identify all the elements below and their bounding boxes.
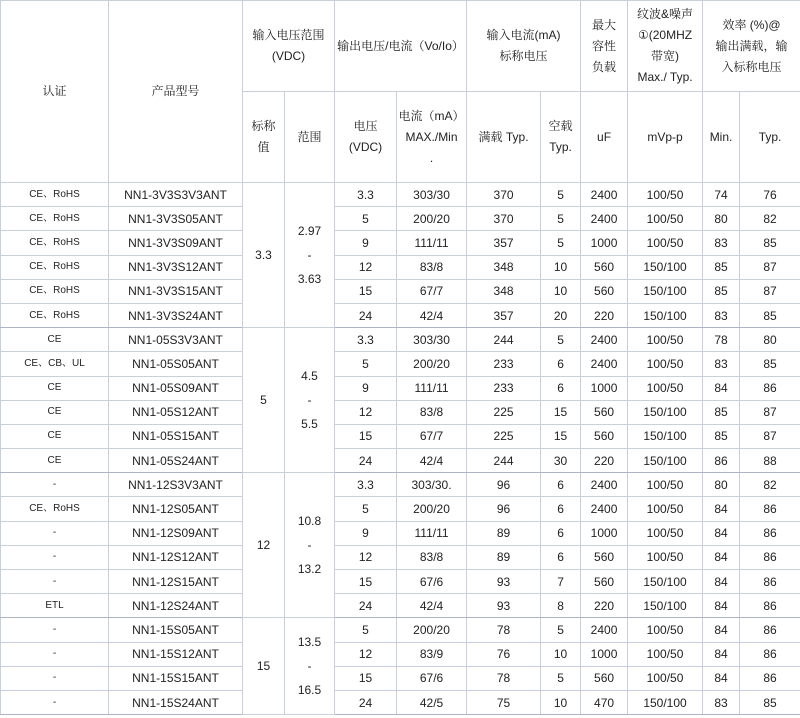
efficiency-min-cell: 84 xyxy=(703,642,740,666)
no-load-current-cell: 5 xyxy=(541,207,581,231)
output-current-cell: 111/11 xyxy=(397,521,467,545)
output-voltage-cell: 3.3 xyxy=(335,328,397,352)
output-voltage-cell: 3.3 xyxy=(335,473,397,497)
no-load-current-cell: 8 xyxy=(541,594,581,618)
efficiency-typ-cell: 86 xyxy=(740,642,800,666)
efficiency-typ-cell: 86 xyxy=(740,521,800,545)
efficiency-min-cell: 84 xyxy=(703,497,740,521)
full-load-current-cell: 78 xyxy=(467,618,541,642)
model-cell: NN1-15S15ANT xyxy=(109,666,243,690)
efficiency-typ-cell: 85 xyxy=(740,231,800,255)
header-input-current: 输入电流(mA) 标称电压 xyxy=(467,1,581,92)
output-voltage-cell: 24 xyxy=(335,594,397,618)
efficiency-typ-cell: 86 xyxy=(740,497,800,521)
max-cap-load-cell: 560 xyxy=(581,255,628,279)
efficiency-min-cell: 80 xyxy=(703,473,740,497)
full-load-current-cell: 89 xyxy=(467,521,541,545)
table-row xyxy=(1,303,800,327)
table-row xyxy=(1,255,800,279)
model-cell: NN1-3V3S05ANT xyxy=(109,207,243,231)
no-load-current-cell: 15 xyxy=(541,424,581,448)
table-row xyxy=(1,570,800,594)
efficiency-min-cell: 84 xyxy=(703,376,740,400)
table-row xyxy=(1,618,800,642)
output-current-cell: 83/8 xyxy=(397,400,467,424)
efficiency-typ-cell: 85 xyxy=(740,303,800,327)
cert-cell: CE、RoHS xyxy=(1,303,109,327)
cert-cell: - xyxy=(1,521,109,545)
header-range: 范围 xyxy=(285,92,335,183)
no-load-current-cell: 10 xyxy=(541,279,581,303)
max-cap-load-cell: 1000 xyxy=(581,642,628,666)
efficiency-min-cell: 83 xyxy=(703,352,740,376)
max-cap-load-cell: 2400 xyxy=(581,618,628,642)
efficiency-min-cell: 78 xyxy=(703,328,740,352)
efficiency-typ-cell: 82 xyxy=(740,473,800,497)
output-voltage-cell: 5 xyxy=(335,352,397,376)
output-current-cell: 200/20 xyxy=(397,618,467,642)
efficiency-min-cell: 86 xyxy=(703,449,740,473)
output-current-cell: 42/5 xyxy=(397,690,467,714)
efficiency-typ-cell: 85 xyxy=(740,352,800,376)
cert-cell: CE、RoHS xyxy=(1,255,109,279)
efficiency-typ-cell: 76 xyxy=(740,183,800,207)
output-voltage-cell: 5 xyxy=(335,497,397,521)
cert-cell: - xyxy=(1,473,109,497)
full-load-current-cell: 233 xyxy=(467,376,541,400)
ripple-noise-cell: 150/100 xyxy=(628,303,703,327)
no-load-current-cell: 6 xyxy=(541,497,581,521)
ripple-noise-cell: 100/50 xyxy=(628,207,703,231)
no-load-current-cell: 6 xyxy=(541,473,581,497)
efficiency-typ-cell: 82 xyxy=(740,207,800,231)
ripple-noise-cell: 150/100 xyxy=(628,400,703,424)
header-current: 电流（mA） MAX./Min . xyxy=(397,92,467,183)
table-row xyxy=(1,328,800,352)
max-cap-load-cell: 560 xyxy=(581,279,628,303)
efficiency-typ-cell: 87 xyxy=(740,255,800,279)
efficiency-min-cell: 85 xyxy=(703,255,740,279)
model-cell: NN1-05S24ANT xyxy=(109,449,243,473)
output-voltage-cell: 9 xyxy=(335,521,397,545)
cert-cell: - xyxy=(1,618,109,642)
output-voltage-cell: 12 xyxy=(335,642,397,666)
ripple-noise-cell: 100/50 xyxy=(628,642,703,666)
table-row xyxy=(1,279,800,303)
no-load-current-cell: 10 xyxy=(541,642,581,666)
ripple-noise-cell: 100/50 xyxy=(628,666,703,690)
efficiency-min-cell: 83 xyxy=(703,231,740,255)
full-load-current-cell: 93 xyxy=(467,570,541,594)
cert-cell: CE xyxy=(1,376,109,400)
no-load-current-cell: 30 xyxy=(541,449,581,473)
model-cell: NN1-05S05ANT xyxy=(109,352,243,376)
ripple-noise-cell: 150/100 xyxy=(628,690,703,714)
cert-cell: CE、RoHS xyxy=(1,183,109,207)
output-voltage-cell: 5 xyxy=(335,207,397,231)
header-voltage: 电压 (VDC) xyxy=(335,92,397,183)
output-current-cell: 67/7 xyxy=(397,279,467,303)
model-cell: NN1-12S09ANT xyxy=(109,521,243,545)
cert-cell: - xyxy=(1,666,109,690)
output-current-cell: 200/20 xyxy=(397,207,467,231)
nominal-voltage-cell: 3.3 xyxy=(243,183,285,328)
cert-cell: CE、RoHS xyxy=(1,497,109,521)
efficiency-typ-cell: 86 xyxy=(740,594,800,618)
output-voltage-cell: 24 xyxy=(335,690,397,714)
max-cap-load-cell: 560 xyxy=(581,424,628,448)
max-cap-load-cell: 560 xyxy=(581,400,628,424)
header-max-cap-load: 最大 容性 负载 xyxy=(581,1,628,92)
nominal-voltage-cell: 12 xyxy=(243,473,285,618)
header-cert: 认证 xyxy=(1,1,109,183)
max-cap-load-cell: 1000 xyxy=(581,231,628,255)
table-row xyxy=(1,521,800,545)
ripple-noise-cell: 100/50 xyxy=(628,231,703,255)
efficiency-min-cell: 84 xyxy=(703,545,740,569)
ripple-noise-cell: 100/50 xyxy=(628,545,703,569)
max-cap-load-cell: 560 xyxy=(581,545,628,569)
output-current-cell: 42/4 xyxy=(397,449,467,473)
max-cap-load-cell: 1000 xyxy=(581,521,628,545)
max-cap-load-cell: 2400 xyxy=(581,183,628,207)
nominal-voltage-cell: 15 xyxy=(243,618,285,715)
efficiency-min-cell: 84 xyxy=(703,618,740,642)
no-load-current-cell: 6 xyxy=(541,521,581,545)
voltage-range-cell: 10.8 - 13.2 xyxy=(285,473,335,618)
no-load-current-cell: 10 xyxy=(541,690,581,714)
ripple-noise-cell: 150/100 xyxy=(628,449,703,473)
efficiency-typ-cell: 88 xyxy=(740,449,800,473)
max-cap-load-cell: 1000 xyxy=(581,376,628,400)
model-cell: NN1-05S12ANT xyxy=(109,400,243,424)
output-current-cell: 83/8 xyxy=(397,545,467,569)
table-row xyxy=(1,642,800,666)
model-cell: NN1-15S24ANT xyxy=(109,690,243,714)
nominal-voltage-cell: 5 xyxy=(243,328,285,473)
ripple-noise-cell: 150/100 xyxy=(628,594,703,618)
efficiency-typ-cell: 87 xyxy=(740,424,800,448)
full-load-current-cell: 78 xyxy=(467,666,541,690)
efficiency-typ-cell: 86 xyxy=(740,376,800,400)
no-load-current-cell: 6 xyxy=(541,545,581,569)
ripple-noise-cell: 150/100 xyxy=(628,424,703,448)
full-load-current-cell: 348 xyxy=(467,255,541,279)
efficiency-min-cell: 84 xyxy=(703,666,740,690)
no-load-current-cell: 5 xyxy=(541,618,581,642)
full-load-current-cell: 244 xyxy=(467,328,541,352)
output-voltage-cell: 5 xyxy=(335,618,397,642)
ripple-noise-cell: 100/50 xyxy=(628,328,703,352)
voltage-range-cell: 4.5 - 5.5 xyxy=(285,328,335,473)
ripple-noise-cell: 150/100 xyxy=(628,255,703,279)
output-current-cell: 303/30. xyxy=(397,473,467,497)
header-eff-min: Min. xyxy=(703,92,740,183)
output-voltage-cell: 15 xyxy=(335,570,397,594)
model-cell: NN1-15S12ANT xyxy=(109,642,243,666)
table-row xyxy=(1,449,800,473)
cert-cell: - xyxy=(1,690,109,714)
max-cap-load-cell: 2400 xyxy=(581,497,628,521)
full-load-current-cell: 348 xyxy=(467,279,541,303)
full-load-current-cell: 370 xyxy=(467,207,541,231)
full-load-current-cell: 75 xyxy=(467,690,541,714)
no-load-current-cell: 5 xyxy=(541,183,581,207)
efficiency-min-cell: 84 xyxy=(703,570,740,594)
full-load-current-cell: 96 xyxy=(467,497,541,521)
table-row xyxy=(1,183,800,207)
efficiency-min-cell: 84 xyxy=(703,594,740,618)
no-load-current-cell: 7 xyxy=(541,570,581,594)
ripple-noise-cell: 100/50 xyxy=(628,521,703,545)
max-cap-load-cell: 220 xyxy=(581,303,628,327)
model-cell: NN1-3V3S12ANT xyxy=(109,255,243,279)
ripple-noise-cell: 100/50 xyxy=(628,376,703,400)
header-input-voltage-range: 输入电压范围 (VDC) xyxy=(243,1,335,92)
efficiency-min-cell: 85 xyxy=(703,400,740,424)
efficiency-min-cell: 85 xyxy=(703,424,740,448)
cert-cell: - xyxy=(1,570,109,594)
no-load-current-cell: 5 xyxy=(541,666,581,690)
cert-cell: ETL xyxy=(1,594,109,618)
output-voltage-cell: 15 xyxy=(335,666,397,690)
full-load-current-cell: 96 xyxy=(467,473,541,497)
efficiency-min-cell: 80 xyxy=(703,207,740,231)
efficiency-min-cell: 83 xyxy=(703,303,740,327)
output-current-cell: 42/4 xyxy=(397,594,467,618)
header-ripple-noise: 纹波&噪声 ①(20MHZ 带宽) Max./ Typ. xyxy=(628,1,703,92)
model-cell: NN1-3V3S3V3ANT xyxy=(109,183,243,207)
full-load-current-cell: 357 xyxy=(467,303,541,327)
header-mvpp: mVp-p xyxy=(628,92,703,183)
output-voltage-cell: 12 xyxy=(335,545,397,569)
model-cell: NN1-12S24ANT xyxy=(109,594,243,618)
cert-cell: CE、CB、UL xyxy=(1,352,109,376)
voltage-range-cell: 2.97 - 3.63 xyxy=(285,183,335,328)
output-current-cell: 83/8 xyxy=(397,255,467,279)
cert-cell: CE xyxy=(1,424,109,448)
table-row xyxy=(1,352,800,376)
efficiency-min-cell: 74 xyxy=(703,183,740,207)
full-load-current-cell: 89 xyxy=(467,545,541,569)
model-cell: NN1-3V3S15ANT xyxy=(109,279,243,303)
full-load-current-cell: 76 xyxy=(467,642,541,666)
header-eff-typ: Typ. xyxy=(740,92,800,183)
ripple-noise-cell: 100/50 xyxy=(628,183,703,207)
efficiency-min-cell: 84 xyxy=(703,521,740,545)
header-efficiency: 效率 (%)@ 输出满载，输 入标称电压 xyxy=(703,1,800,92)
max-cap-load-cell: 220 xyxy=(581,594,628,618)
table-row xyxy=(1,545,800,569)
output-voltage-cell: 24 xyxy=(335,449,397,473)
cert-cell: CE xyxy=(1,449,109,473)
no-load-current-cell: 10 xyxy=(541,255,581,279)
output-voltage-cell: 12 xyxy=(335,400,397,424)
model-cell: NN1-3V3S24ANT xyxy=(109,303,243,327)
output-current-cell: 67/6 xyxy=(397,666,467,690)
max-cap-load-cell: 2400 xyxy=(581,473,628,497)
output-voltage-cell: 12 xyxy=(335,255,397,279)
cert-cell: CE xyxy=(1,328,109,352)
max-cap-load-cell: 2400 xyxy=(581,207,628,231)
voltage-range-cell: 13.5 - 16.5 xyxy=(285,618,335,715)
header-full-load: 满载 Typ. xyxy=(467,92,541,183)
cert-cell: - xyxy=(1,642,109,666)
output-voltage-cell: 3.3 xyxy=(335,183,397,207)
header-nominal: 标称 值 xyxy=(243,92,285,183)
output-voltage-cell: 15 xyxy=(335,424,397,448)
no-load-current-cell: 20 xyxy=(541,303,581,327)
no-load-current-cell: 15 xyxy=(541,400,581,424)
no-load-current-cell: 5 xyxy=(541,328,581,352)
output-current-cell: 42/4 xyxy=(397,303,467,327)
cert-cell: CE、RoHS xyxy=(1,279,109,303)
max-cap-load-cell: 560 xyxy=(581,570,628,594)
output-current-cell: 303/30 xyxy=(397,328,467,352)
efficiency-typ-cell: 80 xyxy=(740,328,800,352)
efficiency-typ-cell: 87 xyxy=(740,400,800,424)
output-voltage-cell: 24 xyxy=(335,303,397,327)
cert-cell: - xyxy=(1,545,109,569)
output-current-cell: 200/20 xyxy=(397,352,467,376)
max-cap-load-cell: 220 xyxy=(581,449,628,473)
table-row xyxy=(1,376,800,400)
full-load-current-cell: 93 xyxy=(467,594,541,618)
model-cell: NN1-05S09ANT xyxy=(109,376,243,400)
ripple-noise-cell: 100/50 xyxy=(628,618,703,642)
output-current-cell: 83/9 xyxy=(397,642,467,666)
table-row xyxy=(1,207,800,231)
table-row xyxy=(1,424,800,448)
efficiency-typ-cell: 85 xyxy=(740,690,800,714)
table-row xyxy=(1,231,800,255)
max-cap-load-cell: 2400 xyxy=(581,352,628,376)
model-cell: NN1-12S3V3ANT xyxy=(109,473,243,497)
ripple-noise-cell: 100/50 xyxy=(628,473,703,497)
cert-cell: CE xyxy=(1,400,109,424)
efficiency-min-cell: 85 xyxy=(703,279,740,303)
table-row xyxy=(1,473,800,497)
output-voltage-cell: 9 xyxy=(335,376,397,400)
full-load-current-cell: 357 xyxy=(467,231,541,255)
ripple-noise-cell: 100/50 xyxy=(628,352,703,376)
max-cap-load-cell: 2400 xyxy=(581,328,628,352)
header-uf: uF xyxy=(581,92,628,183)
max-cap-load-cell: 470 xyxy=(581,690,628,714)
table-row xyxy=(1,690,800,714)
model-cell: NN1-15S05ANT xyxy=(109,618,243,642)
ripple-noise-cell: 150/100 xyxy=(628,279,703,303)
output-current-cell: 200/20 xyxy=(397,497,467,521)
efficiency-typ-cell: 86 xyxy=(740,666,800,690)
ripple-noise-cell: 150/100 xyxy=(628,570,703,594)
efficiency-typ-cell: 86 xyxy=(740,570,800,594)
efficiency-typ-cell: 86 xyxy=(740,545,800,569)
output-voltage-cell: 15 xyxy=(335,279,397,303)
ripple-noise-cell: 100/50 xyxy=(628,497,703,521)
output-current-cell: 67/7 xyxy=(397,424,467,448)
full-load-current-cell: 244 xyxy=(467,449,541,473)
model-cell: NN1-12S15ANT xyxy=(109,570,243,594)
model-cell: NN1-05S3V3ANT xyxy=(109,328,243,352)
model-cell: NN1-3V3S09ANT xyxy=(109,231,243,255)
full-load-current-cell: 233 xyxy=(467,352,541,376)
efficiency-min-cell: 83 xyxy=(703,690,740,714)
efficiency-typ-cell: 86 xyxy=(740,618,800,642)
cert-cell: CE、RoHS xyxy=(1,207,109,231)
full-load-current-cell: 370 xyxy=(467,183,541,207)
efficiency-typ-cell: 87 xyxy=(740,279,800,303)
output-current-cell: 67/6 xyxy=(397,570,467,594)
cert-cell: CE、RoHS xyxy=(1,231,109,255)
table-row xyxy=(1,497,800,521)
output-current-cell: 303/30 xyxy=(397,183,467,207)
output-current-cell: 111/11 xyxy=(397,376,467,400)
output-current-cell: 111/11 xyxy=(397,231,467,255)
output-voltage-cell: 9 xyxy=(335,231,397,255)
full-load-current-cell: 225 xyxy=(467,400,541,424)
model-cell: NN1-12S05ANT xyxy=(109,497,243,521)
table-row xyxy=(1,400,800,424)
table-row xyxy=(1,666,800,690)
model-cell: NN1-05S15ANT xyxy=(109,424,243,448)
no-load-current-cell: 5 xyxy=(541,231,581,255)
no-load-current-cell: 6 xyxy=(541,376,581,400)
header-output: 输出电压/电流（Vo/Io） xyxy=(335,1,467,92)
table-row xyxy=(1,594,800,618)
no-load-current-cell: 6 xyxy=(541,352,581,376)
header-model: 产品型号 xyxy=(109,1,243,183)
max-cap-load-cell: 560 xyxy=(581,666,628,690)
model-cell: NN1-12S12ANT xyxy=(109,545,243,569)
full-load-current-cell: 225 xyxy=(467,424,541,448)
header-no-load: 空载 Typ. xyxy=(541,92,581,183)
table-body xyxy=(1,183,800,715)
